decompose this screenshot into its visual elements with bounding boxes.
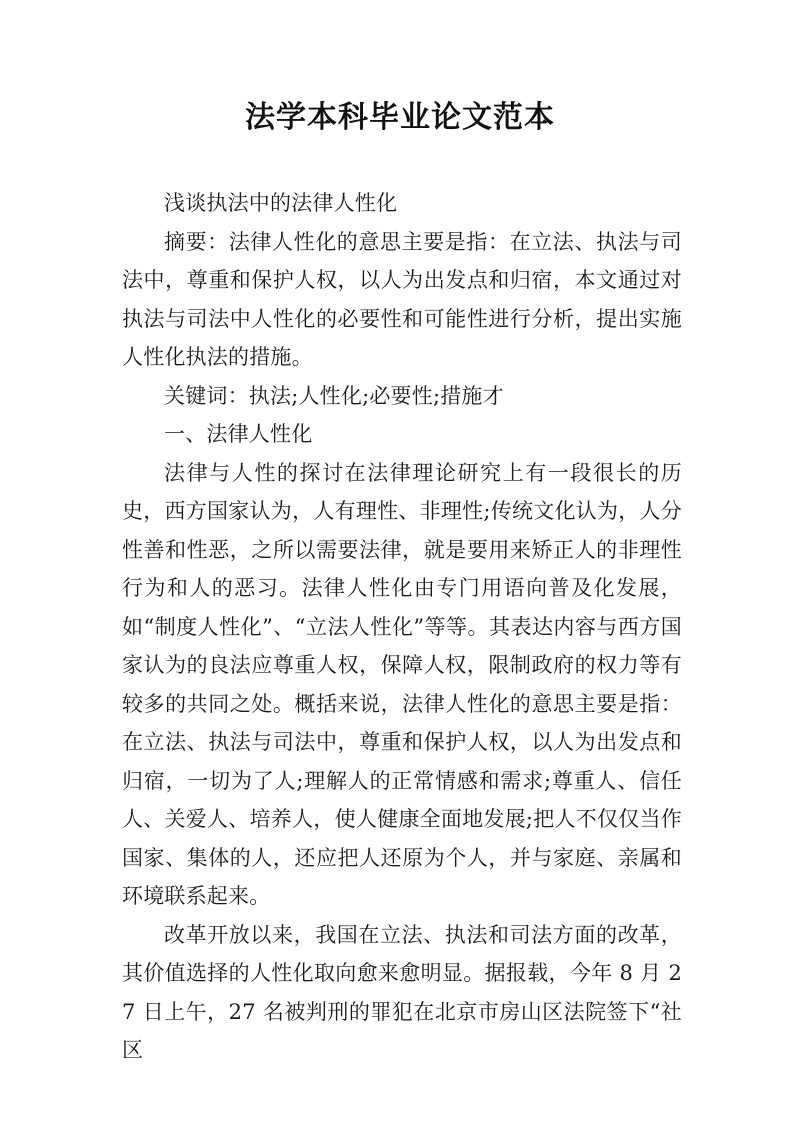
section-heading: 一、法律人性化 xyxy=(164,422,313,446)
abstract-paragraph: 摘要：法律人性化的意思主要是指：在立法、执法与司法中，尊重和保护人权，以人为出发点和归宿，本文通过对执法与司法中人性化的必要性和可能性进行分析，提出实施人性化执法的措施。 xyxy=(122,229,682,369)
document-title: 法学本科毕业论文范本 xyxy=(245,100,555,135)
paper-heading: 浅谈执法中的法律人性化 xyxy=(164,191,398,215)
body-paragraph: 改革开放以来，我国在立法、执法和司法方面的改革，其价值选择的人性化取向愈来愈明显。据报载，今年 8 月 27 日上午，27 名被判刑的罪犯在北京市房山区法院签下“社区 xyxy=(122,922,682,1062)
keywords-paragraph: 关键词：执法;人性化;必要性;措施才 xyxy=(164,383,504,408)
document-body xyxy=(122,184,682,1070)
body-paragraph: 法律与人性的探讨在法律理论研究上有一段很长的历史，西方国家认为，人有理性、非理性;传统文化认为，人分性善和性恶，之所以需要法律，就是要用来矫正人的非理性行为和人的恶习。法律人性化由专门用语向普及化发展，如“制度人性化”、“立法人性化”等等。其表达内容与西方国家认为的良法应尊重人权，保障人权，限制政府的权力等有较多的共同之处。概括来说，法律人性化的意思主要是指：在立法、执法与司法中，尊重和保护人权，以人为出发点和归宿，一切为了人;理解人的正常情感和需求;尊重人、信任人、关爱人、培养人，使人健康全面地发展;把人不仅仅当作国家、集体的人，还应把人还原为个人，并与家庭、亲属和环境联系起来。 xyxy=(122,460,682,908)
